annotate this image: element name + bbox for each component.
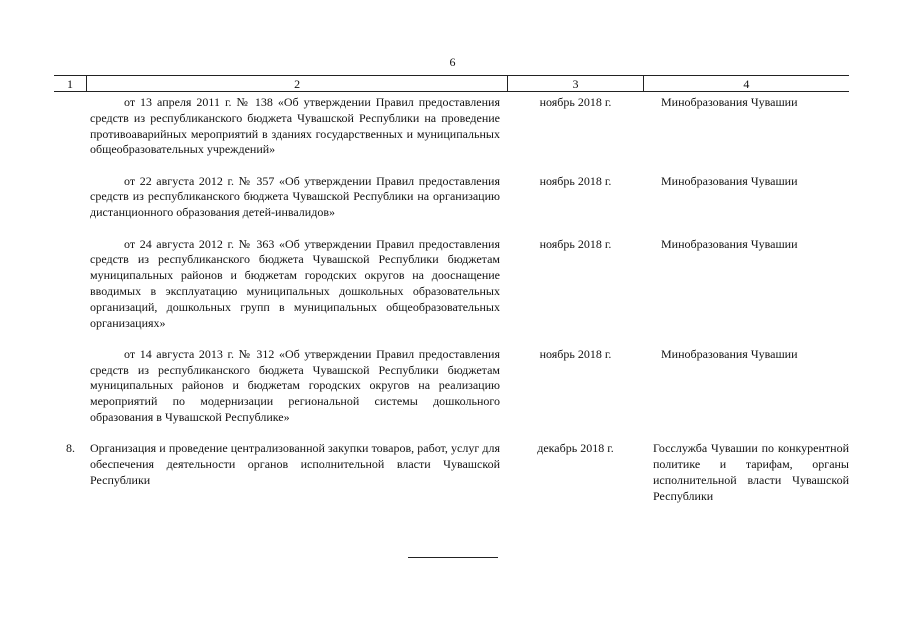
row-date: ноябрь 2018 г. (539, 346, 612, 361)
column-header-3: 3 (508, 76, 643, 92)
column-header-1: 1 (54, 76, 86, 92)
row-responsible: Минобразования Чувашии (661, 236, 798, 251)
row-text: от 13 апреля 2011 г. № 138 «Об утверждении Правил предоставления средств из республиканского бюджета Чувашской Республики на проведение противоаварийных мероприятий в зданиях государственных и муниципальных общеобразовательных учреждений» (90, 95, 500, 157)
table-row (54, 95, 849, 158)
row-date: ноябрь 2018 г. (539, 236, 612, 251)
row-number (54, 95, 86, 158)
row-text: Организация и проведение централизованной закупки товаров, работ, услуг для обеспечения деятельности органов исполнительной власти Чувашской Республики (90, 441, 500, 487)
row-text: от 24 августа 2012 г. № 363 «Об утверждении Правил предоставления средств из республиканского бюджета Чувашской Республики бюджетам муниципальных районов и бюджетам городских округов на дооснащение вводимых в эксплуатацию муниципальных дошкольных образовательных организаций, дошкольных групп в муниципальных общеобразовательных организациях» (90, 236, 500, 330)
table-header (54, 75, 849, 92)
row-date: ноябрь 2018 г. (539, 95, 612, 109)
row-date: декабрь 2018 г. (537, 441, 614, 456)
row-number (54, 347, 86, 426)
column-header-4: 4 (643, 76, 849, 92)
row-responsible: Минобразования Чувашии (661, 95, 798, 109)
table-row (54, 174, 849, 221)
row-date: ноябрь 2018 г. (539, 173, 612, 188)
table-body (54, 95, 849, 505)
table-row (54, 347, 849, 426)
column-header-2: 2 (86, 76, 507, 92)
table-row (54, 441, 849, 504)
row-text: от 22 августа 2012 г. № 357 «Об утверждении Правил предоставления средств из республиканского бюджета Чувашской Республики на организацию дистанционного образования детей-инвалидов» (90, 173, 500, 220)
row-responsible: Минобразования Чувашии (661, 173, 798, 188)
row-number (54, 174, 86, 221)
table-row (54, 237, 849, 332)
row-responsible: Минобразования Чувашии (661, 346, 798, 361)
row-text: от 14 августа 2013 г. № 312 «Об утверждении Правил предоставления средств из республиканского бюджета Чувашской Республики бюджетам муниципальных районов и бюджетам городских округов на реализацию мероприятий по модернизации региональной системы дошкольного образования в Чувашской Республике» (90, 346, 500, 425)
closing-divider (408, 557, 498, 558)
row-number (54, 237, 86, 332)
row-responsible: Госслужба Чувашии по конкурентной политике и тарифам, органы исполнительной власти Чувашской Республики (653, 441, 849, 503)
row-number: 8. (66, 441, 75, 456)
page-number: 6 (449, 55, 456, 69)
